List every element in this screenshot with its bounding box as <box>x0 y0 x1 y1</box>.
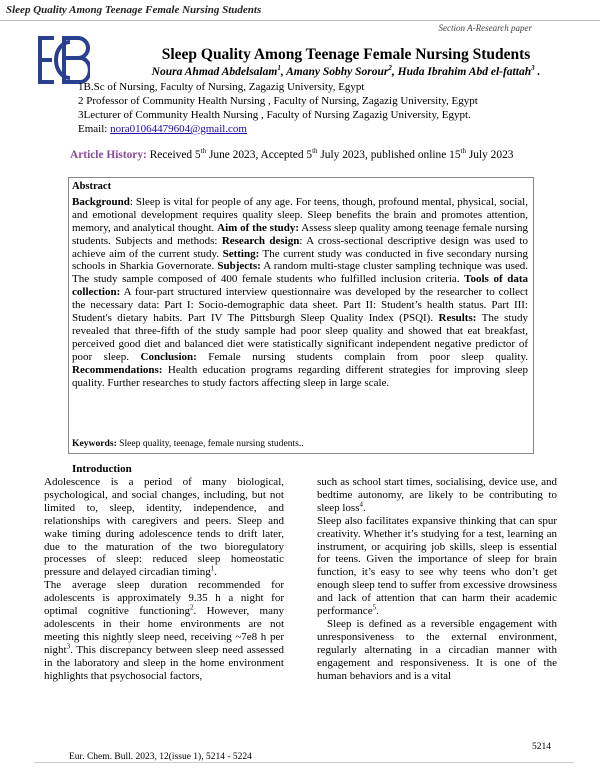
keywords-text: Sleep quality, teenage, female nursing students.. <box>116 438 304 449</box>
paragraph <box>44 579 284 682</box>
affiliation-1: 1B.Sc of Nursing, Faculty of Nursing, Zagazig University, Egypt <box>78 81 365 93</box>
citation-sup: 5 <box>372 603 377 612</box>
abstract-label: Research design <box>221 234 300 247</box>
paragraph: Sleep is defined as a reversible engagement with unresponsiveness to the external environment, regularly alternating in a circadian manner with engagement and responsiveness. It is one of the human behaviors and is a vital <box>317 617 557 682</box>
journal-reference <box>69 752 252 762</box>
paragraph-text: . <box>214 566 218 579</box>
abstract-text: Female nursing students complain from poor sleep quality. <box>196 350 528 363</box>
paragraph <box>317 515 557 618</box>
abstract-text: : Sleep is vital for people of any age. For teens, though, profound mental, physical, social, and emotional development requires quality sleep. Sleep benefits the brain and promotes attention, memory, and analytical thought. <box>72 195 528 234</box>
abstract-label: Background <box>72 195 130 208</box>
keywords <box>72 438 304 449</box>
history-sup: th <box>460 147 466 156</box>
author-list: Noura Ahmad Abdelsalam$^1$, Amany Sobhy Sorour$^2$, Huda Ibrahim Abd el-fattah$^3$ . <box>151 64 541 78</box>
author-name: Huda Ibrahim Abd el-fattah <box>397 66 532 78</box>
section-label: Section A-Research paper <box>438 23 532 33</box>
history-label: Article History: <box>70 149 147 161</box>
paragraph-text: Sleep also facilitates expansive thinking that can spur creativity. Whether it’s studying for a test, learning an instrument, or acquiring job skills, sleep is essential for teens. Given the importance of sleep for brain function, it’s easy to see why teens who don’t get enough sleep tend to suffer from excessive drowsiness and lack of attention that can harm their academic performance <box>317 514 557 618</box>
email-link[interactable]: nora01064479604@gmail.com <box>110 123 247 135</box>
abstract-text: The study revealed that three-fifth of the study sample had poor sleep quality and showed that eat breakfast, perceived good diet and balanced diet were statistically significant independent negative predictor of poor sleep. <box>72 312 528 363</box>
abstract-label: Aim of the study: <box>217 221 300 234</box>
paragraph-text: Adolescence is a period of many biological, psychological, and social changes, including, but not limited to, sleep, identity, independence, and relationships with caregivers and peers. Sleep and wake timing during adolescence tends to drift later, due to the maturation of the two bioregulatory processes of sleep: reduced sleep homeostatic pressure and delayed circadian timing <box>44 476 284 579</box>
abstract-label: Tools of data collection: <box>72 273 528 299</box>
abstract-label: Recommendations: <box>72 363 163 376</box>
journal-volume: 12(issue 1), 5214 - 5224 <box>156 752 252 762</box>
abstract-body <box>72 196 528 390</box>
paragraph <box>317 476 557 515</box>
abstract-text: The current study was conducted in five secondary nursing schools in Sharkia Governorate. <box>72 247 528 273</box>
author-sup: 1 <box>277 64 281 73</box>
abstract-text: Assess sleep quality among teenage female nursing students. Subjects and methods: <box>72 221 528 247</box>
right-column <box>317 476 557 683</box>
footer-divider <box>34 762 574 763</box>
paragraph-text: The average sleep duration recommended for adolescents is approximately 9.35 h a night for optimal cognitive functioning <box>44 579 284 618</box>
history-text: June 2023, Accepted 5 <box>206 149 313 161</box>
journal-name: Eur. Chem. Bull. 2023, <box>69 752 157 762</box>
history-sup: th <box>312 147 318 156</box>
abstract-label: Subjects: <box>217 260 261 273</box>
header-divider <box>0 20 600 21</box>
email-line <box>78 123 247 135</box>
paragraph-text: . <box>362 501 366 514</box>
abstract-heading: Abstract <box>72 181 112 192</box>
keywords-label: Keywords: <box>72 438 117 449</box>
abstract-label: Setting: <box>222 247 260 260</box>
abstract-text: A four-part structured interview questionnaire was developed by the researcher to collect the necessary data: Part I: Socio-demographic data sheet. Part II: Student’s health status. Part III: Student's dietary habits. Part IV The Pittsburgh Sleep Quality Index (PSQI). <box>72 286 528 325</box>
paragraph-text: . This discrepancy between sleep need assessed in the laboratory and sleep in the home environment highlights that psychosocial factors, <box>44 643 284 682</box>
ecb-journal-logo-icon <box>34 32 90 88</box>
history-text: July 2023, published online 15 <box>317 149 461 161</box>
abstract <box>72 181 528 390</box>
author-name: Noura Ahmad Abdelsalam <box>151 66 278 78</box>
abstract-text: Health education programs regarding different strategies for improving sleep quality. Further researches to study factors affecting sleep in large scale. <box>72 363 528 389</box>
author-name: Amany Sobhy Sorour <box>286 66 389 78</box>
paragraph-text: . However, many adolescents in their home environments are not meeting this nightly sleep need, receiving ~7e8 h per night <box>44 605 284 656</box>
running-title: Sleep Quality Among Teenage Female Nursing Students <box>6 4 262 16</box>
author-sup: 2 <box>388 64 392 73</box>
history-sup: th <box>200 147 207 156</box>
abstract-text: : A cross-sectional descriptive design was used to achieve aim of the current study. <box>72 234 528 260</box>
citation-sup: 2 <box>189 603 194 612</box>
page-number: 5214 <box>532 742 551 752</box>
abstract-label: Conclusion: <box>140 350 197 363</box>
affiliation-3: 3Lecturer of Community Health Nursing , Faculty of Nursing Zagazig University, Egypt. <box>78 109 471 121</box>
affiliation-2: 2 Professor of Community Health Nursing , Faculty of Nursing, Zagazig University, Egypt <box>78 95 478 107</box>
introduction-heading: Introduction <box>72 463 132 475</box>
citation-sup: 1 <box>210 564 215 573</box>
paragraph <box>44 476 284 579</box>
abstract-text: A random multi-stage cluster sampling technique was used. The study sample composed of 400 female students who fulfilled inclusion criteria. <box>72 260 528 286</box>
history-text: July 2023 <box>466 149 514 161</box>
paper-title: Sleep Quality Among Teenage Female Nursing Students <box>161 46 531 63</box>
abstract-label: Results: <box>438 312 477 325</box>
paragraph-text: . <box>376 605 379 618</box>
email-label: Email: <box>78 123 111 135</box>
left-column <box>44 476 284 683</box>
article-history <box>70 149 513 161</box>
citation-sup: 4 <box>359 500 363 509</box>
author-sup: 3 <box>531 64 535 73</box>
paragraph-text: such as school start times, socialising, device use, and bedtime autonomy, are likely to be contributing to sleep loss <box>317 476 557 514</box>
citation-sup: 3 <box>66 642 71 651</box>
history-text: Received 5 <box>146 149 201 161</box>
